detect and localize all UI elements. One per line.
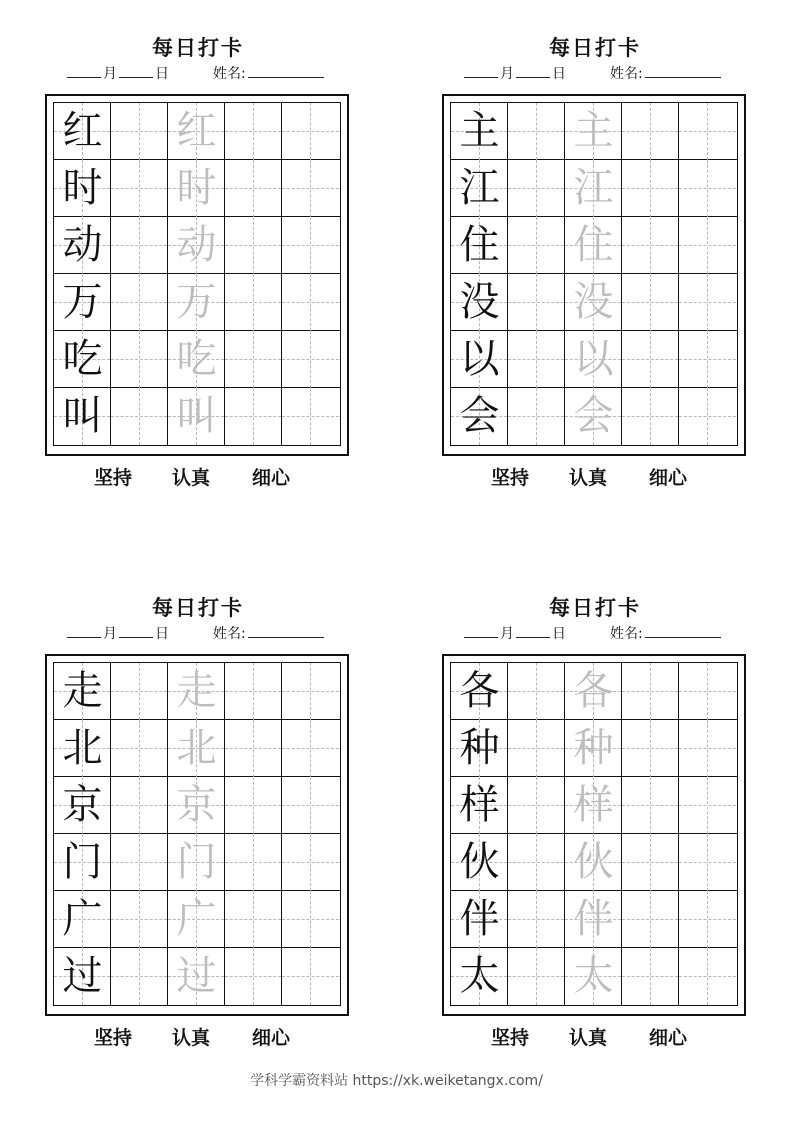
date-name-line xyxy=(67,623,351,645)
grid-frame xyxy=(45,94,349,456)
grid-cell[interactable] xyxy=(168,891,225,948)
grid-cell[interactable] xyxy=(451,834,508,891)
grid-cell[interactable] xyxy=(168,388,225,445)
grid-cell[interactable] xyxy=(54,160,111,217)
grid-row xyxy=(451,331,737,388)
trace-character: 红 xyxy=(176,108,217,154)
footer-watermark: 学科学霸资料站 https://xk.weiketangx.com/ xyxy=(250,1073,543,1089)
grid-cell[interactable] xyxy=(111,663,168,720)
grid-cell[interactable] xyxy=(282,331,339,388)
model-character: 样 xyxy=(459,782,500,828)
grid-cell[interactable] xyxy=(282,160,339,217)
grid-cell[interactable] xyxy=(168,103,225,160)
motto xyxy=(442,463,748,493)
grid-cell[interactable] xyxy=(168,274,225,331)
grid-cell[interactable] xyxy=(282,274,339,331)
grid-row xyxy=(451,891,737,948)
motto-word: 细心 xyxy=(252,467,291,489)
grid-cell[interactable] xyxy=(225,388,282,445)
model-character: 主 xyxy=(459,108,500,154)
grid-cell[interactable] xyxy=(508,777,565,834)
grid-cell[interactable] xyxy=(225,274,282,331)
grid-cell[interactable] xyxy=(508,834,565,891)
grid-cell[interactable] xyxy=(111,160,168,217)
model-character: 会 xyxy=(459,393,500,439)
grid-cell[interactable] xyxy=(54,217,111,274)
grid-cell[interactable] xyxy=(225,331,282,388)
grid-cell[interactable] xyxy=(565,891,622,948)
trace-character: 江 xyxy=(573,165,614,211)
motto-word: 认真 xyxy=(569,1027,608,1049)
model-character: 伙 xyxy=(459,839,500,885)
grid-cell[interactable] xyxy=(451,948,508,1005)
model-character: 吃 xyxy=(62,336,103,382)
grid-cell[interactable] xyxy=(622,160,679,217)
grid-cell[interactable] xyxy=(225,834,282,891)
grid-cell[interactable] xyxy=(282,777,339,834)
motto xyxy=(442,1023,748,1053)
name-label: 姓名: xyxy=(213,66,246,82)
grid-cell[interactable] xyxy=(111,388,168,445)
trace-character: 住 xyxy=(573,222,614,268)
model-character: 时 xyxy=(62,165,103,211)
month-blank[interactable] xyxy=(67,623,101,638)
model-character: 广 xyxy=(62,896,103,942)
grid-frame xyxy=(442,94,746,456)
practice-card xyxy=(442,593,748,1113)
grid-cell[interactable] xyxy=(679,948,736,1005)
model-character: 万 xyxy=(62,279,103,325)
grid-cell[interactable] xyxy=(565,160,622,217)
grid-cell[interactable] xyxy=(565,331,622,388)
grid-row xyxy=(451,663,737,720)
grid-row xyxy=(451,217,737,274)
grid-cell[interactable] xyxy=(54,777,111,834)
date-name-line xyxy=(464,63,748,85)
grid-cell[interactable] xyxy=(111,720,168,777)
grid-row xyxy=(54,948,340,1005)
grid-cell[interactable] xyxy=(622,720,679,777)
model-character: 没 xyxy=(459,279,500,325)
motto-word: 细心 xyxy=(252,1027,291,1049)
grid-cell[interactable] xyxy=(225,160,282,217)
grid-cell[interactable] xyxy=(508,103,565,160)
trace-character: 过 xyxy=(176,953,217,999)
grid-cell[interactable] xyxy=(565,217,622,274)
grid-cell[interactable] xyxy=(168,663,225,720)
grid-cell[interactable] xyxy=(622,217,679,274)
grid-cell[interactable] xyxy=(508,388,565,445)
grid-row xyxy=(451,274,737,331)
grid-cell[interactable] xyxy=(54,720,111,777)
motto-word: 坚持 xyxy=(94,467,133,489)
motto-word: 坚持 xyxy=(94,1027,133,1049)
grid-cell[interactable] xyxy=(508,720,565,777)
model-character: 京 xyxy=(62,782,103,828)
tianzige-grid xyxy=(450,102,738,446)
grid-cell[interactable] xyxy=(54,948,111,1005)
card-title: 每日打卡 xyxy=(152,595,244,620)
motto-word: 坚持 xyxy=(491,467,530,489)
grid-row xyxy=(54,663,340,720)
tianzige-grid xyxy=(53,662,341,1006)
grid-cell[interactable] xyxy=(111,834,168,891)
grid-cell[interactable] xyxy=(679,217,736,274)
grid-cell[interactable] xyxy=(622,663,679,720)
grid-cell[interactable] xyxy=(565,777,622,834)
name-label: 姓名: xyxy=(610,66,643,82)
trace-character: 太 xyxy=(573,953,614,999)
grid-cell[interactable] xyxy=(168,331,225,388)
model-character: 各 xyxy=(459,668,500,714)
grid-cell[interactable] xyxy=(679,777,736,834)
grid-cell[interactable] xyxy=(225,103,282,160)
grid-cell[interactable] xyxy=(679,103,736,160)
grid-cell[interactable] xyxy=(508,663,565,720)
grid-cell[interactable] xyxy=(679,834,736,891)
grid-cell[interactable] xyxy=(225,777,282,834)
practice-card xyxy=(442,33,748,553)
grid-cell[interactable] xyxy=(508,948,565,1005)
grid-cell[interactable] xyxy=(622,777,679,834)
grid-cell[interactable] xyxy=(282,891,339,948)
grid-cell[interactable] xyxy=(508,274,565,331)
grid-row xyxy=(54,720,340,777)
grid-cell[interactable] xyxy=(565,274,622,331)
day-label: 日 xyxy=(552,626,566,642)
card-title: 每日打卡 xyxy=(152,35,244,60)
motto-word: 认真 xyxy=(172,1027,211,1049)
grid-cell[interactable] xyxy=(282,103,339,160)
grid-row xyxy=(54,331,340,388)
month-label: 月 xyxy=(103,66,117,82)
grid-cell[interactable] xyxy=(622,891,679,948)
trace-character: 北 xyxy=(176,725,217,771)
model-character: 北 xyxy=(62,725,103,771)
model-character: 门 xyxy=(62,839,103,885)
grid-cell[interactable] xyxy=(282,834,339,891)
day-label: 日 xyxy=(155,66,169,82)
grid-cell[interactable] xyxy=(508,160,565,217)
grid-row xyxy=(54,274,340,331)
trace-character: 时 xyxy=(176,165,217,211)
grid-row xyxy=(451,720,737,777)
name-label: 姓名: xyxy=(610,626,643,642)
grid-cell[interactable] xyxy=(111,217,168,274)
grid-cell[interactable] xyxy=(508,891,565,948)
trace-character: 以 xyxy=(573,336,614,382)
motto-word: 认真 xyxy=(569,467,608,489)
trace-character: 伙 xyxy=(573,839,614,885)
grid-cell[interactable] xyxy=(451,388,508,445)
grid-row xyxy=(451,948,737,1005)
grid-cell[interactable] xyxy=(282,388,339,445)
grid-cell[interactable] xyxy=(168,948,225,1005)
day-label: 日 xyxy=(552,66,566,82)
grid-row xyxy=(451,103,737,160)
motto xyxy=(45,1023,351,1053)
grid-frame xyxy=(442,654,746,1016)
grid-cell[interactable] xyxy=(622,331,679,388)
trace-character: 各 xyxy=(573,668,614,714)
grid-cell[interactable] xyxy=(111,274,168,331)
model-character: 江 xyxy=(459,165,500,211)
grid-cell[interactable] xyxy=(282,217,339,274)
grid-cell[interactable] xyxy=(565,834,622,891)
trace-character: 主 xyxy=(573,108,614,154)
grid-cell[interactable] xyxy=(54,834,111,891)
grid-cell[interactable] xyxy=(451,274,508,331)
month-label: 月 xyxy=(500,626,514,642)
model-character: 太 xyxy=(459,953,500,999)
grid-cell[interactable] xyxy=(451,720,508,777)
motto-word: 细心 xyxy=(649,1027,688,1049)
grid-cell[interactable] xyxy=(451,663,508,720)
grid-row xyxy=(54,103,340,160)
grid-row xyxy=(54,160,340,217)
model-character: 红 xyxy=(62,108,103,154)
day-blank[interactable] xyxy=(516,623,550,638)
trace-character: 会 xyxy=(573,393,614,439)
trace-character: 伴 xyxy=(573,896,614,942)
day-label: 日 xyxy=(155,626,169,642)
grid-cell[interactable] xyxy=(451,103,508,160)
model-character: 住 xyxy=(459,222,500,268)
trace-character: 叫 xyxy=(176,393,217,439)
motto-word: 坚持 xyxy=(491,1027,530,1049)
grid-row xyxy=(451,160,737,217)
trace-character: 京 xyxy=(176,782,217,828)
grid-cell[interactable] xyxy=(54,663,111,720)
grid-cell[interactable] xyxy=(679,663,736,720)
day-blank[interactable] xyxy=(516,63,550,78)
name-blank[interactable] xyxy=(645,63,721,78)
practice-card xyxy=(45,593,351,1113)
trace-character: 吃 xyxy=(176,336,217,382)
grid-cell[interactable] xyxy=(225,217,282,274)
grid-cell[interactable] xyxy=(111,777,168,834)
grid-cell[interactable] xyxy=(451,217,508,274)
grid-cell[interactable] xyxy=(451,777,508,834)
grid-row xyxy=(451,388,737,445)
grid-cell[interactable] xyxy=(565,948,622,1005)
grid-cell[interactable] xyxy=(225,720,282,777)
grid-cell[interactable] xyxy=(168,217,225,274)
grid-cell[interactable] xyxy=(168,720,225,777)
grid-cell[interactable] xyxy=(111,103,168,160)
grid-cell[interactable] xyxy=(451,891,508,948)
day-blank[interactable] xyxy=(119,63,153,78)
grid-cell[interactable] xyxy=(282,663,339,720)
grid-cell[interactable] xyxy=(111,331,168,388)
grid-cell[interactable] xyxy=(168,160,225,217)
name-blank[interactable] xyxy=(248,623,324,638)
card-title: 每日打卡 xyxy=(549,595,641,620)
grid-row xyxy=(451,834,737,891)
month-blank[interactable] xyxy=(464,63,498,78)
month-blank[interactable] xyxy=(67,63,101,78)
grid-cell[interactable] xyxy=(508,331,565,388)
grid-cell[interactable] xyxy=(622,388,679,445)
month-blank[interactable] xyxy=(464,623,498,638)
grid-cell[interactable] xyxy=(54,388,111,445)
tianzige-grid xyxy=(450,662,738,1006)
trace-character: 门 xyxy=(176,839,217,885)
grid-cell[interactable] xyxy=(54,891,111,948)
day-blank[interactable] xyxy=(119,623,153,638)
grid-row xyxy=(54,834,340,891)
trace-character: 万 xyxy=(176,279,217,325)
month-label: 月 xyxy=(103,626,117,642)
grid-cell[interactable] xyxy=(622,274,679,331)
grid-cell[interactable] xyxy=(679,160,736,217)
grid-cell[interactable] xyxy=(54,331,111,388)
grid-cell[interactable] xyxy=(622,103,679,160)
grid-cell[interactable] xyxy=(508,217,565,274)
month-label: 月 xyxy=(500,66,514,82)
name-blank[interactable] xyxy=(645,623,721,638)
practice-card xyxy=(45,33,351,553)
grid-row xyxy=(451,777,737,834)
trace-character: 种 xyxy=(573,725,614,771)
grid-cell[interactable] xyxy=(451,331,508,388)
grid-row xyxy=(54,777,340,834)
grid-cell[interactable] xyxy=(168,834,225,891)
grid-cell[interactable] xyxy=(679,720,736,777)
model-character: 以 xyxy=(459,336,500,382)
grid-row xyxy=(54,388,340,445)
grid-cell[interactable] xyxy=(111,948,168,1005)
grid-cell[interactable] xyxy=(565,388,622,445)
grid-cell[interactable] xyxy=(622,834,679,891)
grid-cell[interactable] xyxy=(282,948,339,1005)
grid-cell[interactable] xyxy=(565,103,622,160)
grid-cell[interactable] xyxy=(225,948,282,1005)
trace-character: 没 xyxy=(573,279,614,325)
grid-cell[interactable] xyxy=(225,663,282,720)
grid-cell[interactable] xyxy=(565,720,622,777)
grid-cell[interactable] xyxy=(54,274,111,331)
grid-frame xyxy=(45,654,349,1016)
grid-cell[interactable] xyxy=(111,891,168,948)
motto-word: 细心 xyxy=(649,467,688,489)
model-character: 过 xyxy=(62,953,103,999)
grid-cell[interactable] xyxy=(679,388,736,445)
grid-cell[interactable] xyxy=(565,663,622,720)
grid-cell[interactable] xyxy=(679,331,736,388)
trace-character: 广 xyxy=(176,896,217,942)
grid-row xyxy=(54,217,340,274)
grid-row xyxy=(54,891,340,948)
grid-cell[interactable] xyxy=(679,891,736,948)
date-name-line xyxy=(67,63,351,85)
model-character: 种 xyxy=(459,725,500,771)
name-blank[interactable] xyxy=(248,63,324,78)
motto-word: 认真 xyxy=(172,467,211,489)
model-character: 动 xyxy=(62,222,103,268)
model-character: 走 xyxy=(62,668,103,714)
trace-character: 样 xyxy=(573,782,614,828)
grid-cell[interactable] xyxy=(679,274,736,331)
name-label: 姓名: xyxy=(213,626,246,642)
grid-cell[interactable] xyxy=(168,777,225,834)
grid-cell[interactable] xyxy=(451,160,508,217)
model-character: 叫 xyxy=(62,393,103,439)
grid-cell[interactable] xyxy=(282,720,339,777)
grid-cell[interactable] xyxy=(54,103,111,160)
motto xyxy=(45,463,351,493)
grid-cell[interactable] xyxy=(622,948,679,1005)
card-title: 每日打卡 xyxy=(549,35,641,60)
tianzige-grid xyxy=(53,102,341,446)
trace-character: 走 xyxy=(176,668,217,714)
grid-cell[interactable] xyxy=(225,891,282,948)
model-character: 伴 xyxy=(459,896,500,942)
trace-character: 动 xyxy=(176,222,217,268)
date-name-line xyxy=(464,623,748,645)
